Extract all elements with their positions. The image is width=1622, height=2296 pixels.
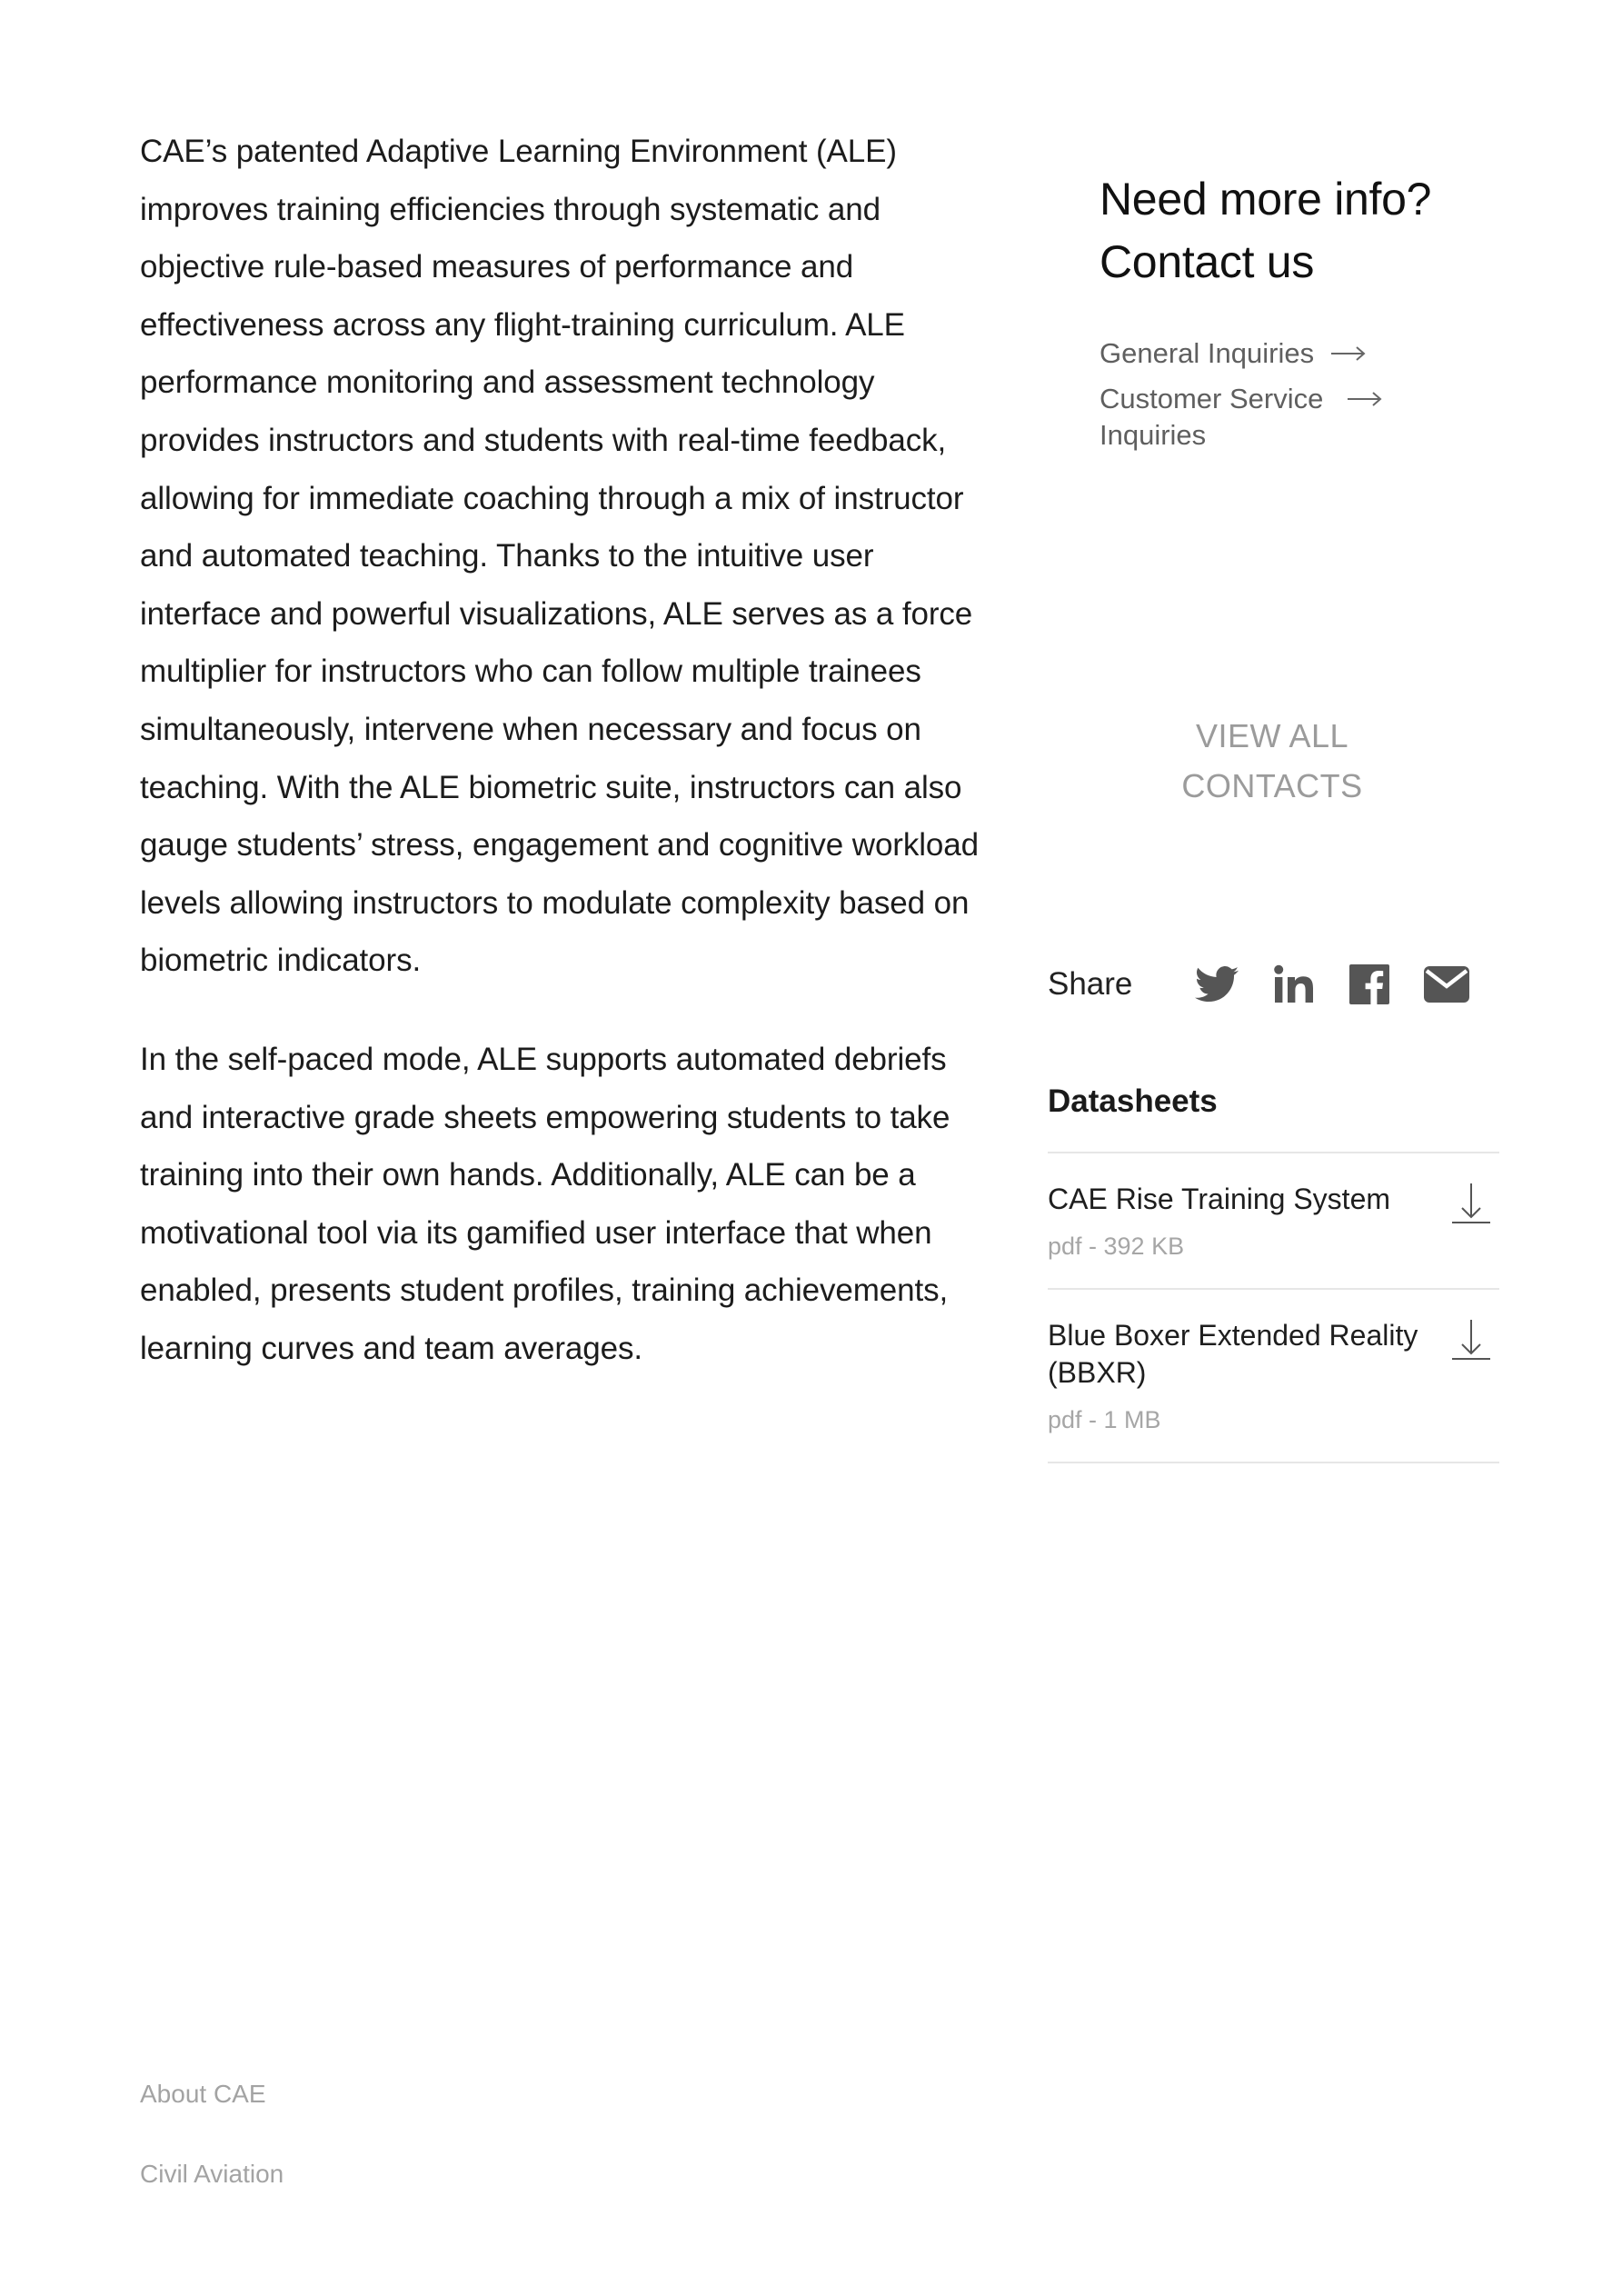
datasheets-section [1048, 1080, 1499, 1463]
contact-title [1100, 168, 1490, 294]
share-bar [1048, 959, 1502, 1010]
linkedin-icon[interactable] [1271, 962, 1315, 1007]
article-body [140, 123, 994, 1377]
footer-link-civil-aviation[interactable]: Civil Aviation [140, 2160, 284, 2188]
article-paragraph: In the self-paced mode, ALE supports automated debriefs and interactive grade sheets empowering students to take training into their own hands. Additionally, ALE can be a motivational tool via its gamified user interface that when enabled, presents student profiles, training achievements, learning curves and team averages. [140, 1041, 950, 1366]
arrow-right-icon [1347, 390, 1383, 408]
download-icon[interactable] [1450, 1181, 1492, 1226]
datasheet-item[interactable] [1048, 1153, 1499, 1290]
contact-link-label: General Inquiries [1100, 337, 1315, 369]
datasheet-name: Blue Boxer Extended Reality (BBXR) [1048, 1319, 1418, 1389]
share-label: Share [1048, 966, 1133, 1002]
contact-link-label: Customer Service Inquiries [1100, 383, 1324, 451]
contact-title-line: Need more info? [1100, 174, 1432, 225]
datasheet-meta: pdf - 1 MB [1048, 1406, 1161, 1433]
datasheet-name: CAE Rise Training System [1048, 1183, 1391, 1215]
twitter-icon[interactable] [1195, 962, 1239, 1007]
download-icon[interactable] [1450, 1317, 1492, 1363]
arrow-right-icon [1330, 344, 1367, 363]
email-icon[interactable] [1424, 962, 1469, 1007]
article-paragraph: CAE’s patented Adaptive Learning Environment (ALE) improves training efficiencies through systematic and objective rule-based measures of performance and effectiveness across any flight-training curriculum. ALE performance monitoring and assessment technology provides instructors and students with real-time feedback, allowing for immediate coaching through a mix of instructor and automated teaching. Thanks to the intuitive user interface and powerful visualizations, ALE serves as a force multiplier for instructors who can follow multiple trainees simultaneously, intervene when necessary and focus on teaching. With the ALE biometric suite, instructors can also gauge students’ stress, engagement and cognitive workload levels allowing instructors to modulate complexity based on biometric indicators. [140, 134, 980, 979]
contact-links [1100, 335, 1490, 454]
datasheet-item[interactable] [1048, 1290, 1499, 1463]
datasheets-title: Datasheets [1048, 1080, 1499, 1153]
datasheet-meta: pdf - 392 KB [1048, 1233, 1185, 1260]
general-inquiries-link[interactable] [1100, 335, 1490, 372]
view-all-contacts-button[interactable]: VIEW ALL CONTACTS [1181, 717, 1363, 804]
contact-title-line: Contact us [1100, 236, 1315, 287]
footer-links [140, 2076, 284, 2192]
customer-service-inquiries-link[interactable] [1100, 381, 1490, 454]
footer-link-about-cae[interactable]: About CAE [140, 2080, 266, 2108]
contact-box [1100, 168, 1490, 454]
facebook-icon[interactable] [1348, 962, 1391, 1007]
